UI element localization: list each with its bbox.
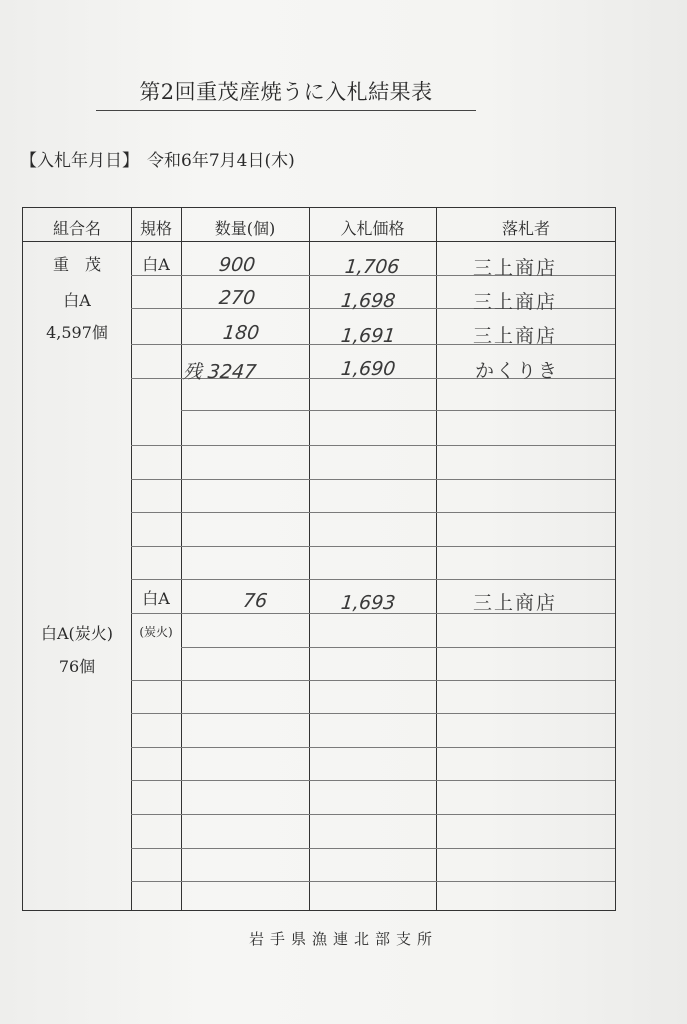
union-grade: 白A(炭火) xyxy=(40,624,114,643)
row-quantity: 残 3247 xyxy=(181,361,258,383)
row-price: 1,691 xyxy=(339,325,397,347)
union-total: 4,597個 xyxy=(46,323,108,342)
row-price: 1,693 xyxy=(339,592,397,614)
row-quantity: 180 xyxy=(221,322,261,344)
bid-date-line xyxy=(20,146,295,171)
row-quantity: 900 xyxy=(217,254,257,276)
row-quantity: 76 xyxy=(241,590,269,612)
row-grade-note: (炭火) xyxy=(139,625,173,639)
row-line xyxy=(131,780,615,781)
row-winner: 三上商店 xyxy=(473,291,558,313)
row-line xyxy=(131,881,615,882)
bid-date-label: 【入札年月日】 xyxy=(20,151,139,171)
column-divider xyxy=(309,208,310,910)
row-line xyxy=(181,647,615,648)
column-divider xyxy=(181,208,182,910)
row-winner: 三上商店 xyxy=(473,257,558,279)
row-line xyxy=(131,512,615,513)
row-line xyxy=(131,579,615,580)
results-table xyxy=(22,207,616,911)
document-title: 第2回重茂産焼うに入札結果表 xyxy=(96,76,476,111)
bid-date-value: 令和6年7月4日(木) xyxy=(147,151,295,171)
row-price: 1,698 xyxy=(339,290,397,312)
header-grade: 規格 xyxy=(139,219,172,238)
row-line xyxy=(131,546,615,547)
row-winner: かくりき xyxy=(475,360,560,382)
header-winner: 落札者 xyxy=(501,219,550,238)
row-line xyxy=(131,848,615,849)
union-name: 重 茂 xyxy=(52,255,101,274)
header-price: 入札価格 xyxy=(340,219,405,238)
row-line xyxy=(131,479,615,480)
row-winner: 三上商店 xyxy=(473,325,558,347)
row-line xyxy=(181,410,615,411)
header-quantity: 数量(個) xyxy=(214,219,276,238)
row-quantity: 270 xyxy=(217,287,257,309)
row-price: 1,706 xyxy=(343,256,401,278)
document-footer: 岩手県漁連北部支所 xyxy=(248,930,438,948)
union-total: 76個 xyxy=(58,657,96,676)
header-union-name: 組合名 xyxy=(52,219,101,238)
row-price: 1,690 xyxy=(339,358,397,380)
row-line xyxy=(131,713,615,714)
row-grade: 白A xyxy=(142,589,170,608)
row-grade: 白A xyxy=(142,255,170,274)
row-winner: 三上商店 xyxy=(473,592,558,614)
row-line xyxy=(131,680,615,681)
column-divider xyxy=(436,208,437,910)
row-line xyxy=(131,814,615,815)
header-divider xyxy=(23,241,615,242)
row-line xyxy=(131,747,615,748)
row-line xyxy=(131,445,615,446)
union-grade: 白A xyxy=(63,291,91,310)
column-divider xyxy=(131,208,132,910)
